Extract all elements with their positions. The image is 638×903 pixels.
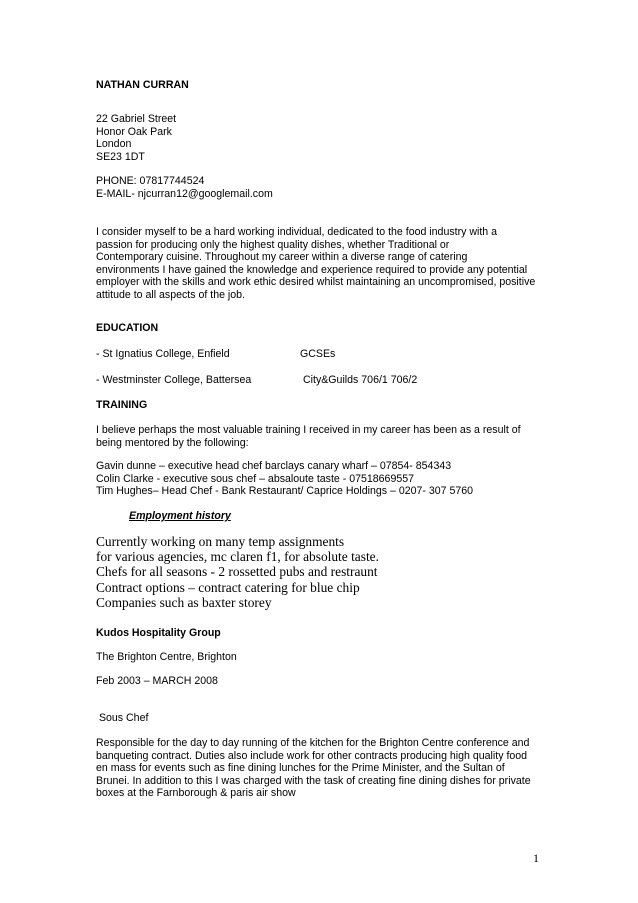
- email-text: E-MAIL- njcurran12@googlemail.com: [96, 187, 273, 200]
- training-intro-line: I believe perhaps the most valuable training I received in my career has been as a result of: [96, 424, 521, 436]
- mentor-list: [96, 460, 556, 498]
- address-block: [96, 113, 556, 163]
- training-intro-line: being mentored by the following:: [96, 436, 249, 449]
- job-role: Sous Chef: [96, 712, 149, 724]
- temp-line: for various agencies, mc claren f1, for absolute taste.: [96, 549, 379, 565]
- education-heading: EDUCATION: [96, 322, 159, 334]
- employment-heading-text: Employment history: [129, 510, 231, 522]
- address-line: SE23 1DT: [96, 150, 145, 163]
- profile-line: I consider myself to be a hard working individual, dedicated to the food industry with a: [96, 226, 498, 238]
- education-qualification: City&Guilds 706/1 706/2: [303, 374, 418, 386]
- company-name: Kudos Hospitality Group: [96, 627, 221, 639]
- mentor-item: Tim Hughes– Head Chef - Bank Restaurant/ Caprice Holdings – 0207- 307 5760: [96, 485, 474, 498]
- duty-line: Brunei. In addition to this I was charged with the task of creating fine dining dishes for private: [96, 774, 531, 787]
- temp-line: Chefs for all seasons - 2 rossetted pubs and restraunt: [96, 564, 378, 580]
- profile-paragraph: [96, 226, 556, 302]
- duty-line: Responsible for the day to day running of the kitchen for the Brighton Centre conference and: [96, 737, 530, 749]
- education-school: - Westminster College, Battersea: [96, 374, 252, 386]
- job-duties: [96, 737, 556, 800]
- temp-assignments: [96, 534, 556, 610]
- mentor-item: Colin Clarke - executive sous chef – absaloute taste - 07518669557: [96, 472, 415, 485]
- candidate-name: NATHAN CURRAN: [96, 79, 189, 91]
- education-row: [96, 348, 556, 361]
- profile-line: environments I have gained the knowledge and experience required to provide any potential: [96, 263, 528, 276]
- address-line: 22 Gabriel Street: [96, 113, 177, 125]
- address-line: Honor Oak Park: [96, 125, 172, 138]
- profile-line: passion for producing only the highest quality dishes, whether Traditional or: [96, 238, 450, 251]
- training-intro: [96, 424, 556, 449]
- page-number: 1: [533, 851, 539, 865]
- profile-line: Contemporary cuisine. Throughout my career within a diverse range of catering: [96, 251, 468, 264]
- temp-line: Currently working on many temp assignments: [96, 534, 345, 549]
- mentor-item: Gavin dunne – executive head chef barclays canary wharf – 07854- 854343: [96, 460, 452, 472]
- duty-line: boxes at the Farnborough & paris air show: [96, 787, 296, 800]
- profile-line: employer with the skills and work ethic desired whilst maintaining an uncompromised, positive: [96, 276, 536, 289]
- phone-text: PHONE: 07817744524: [96, 175, 205, 187]
- education-row: [96, 374, 556, 387]
- company-location: The Brighton Centre, Brighton: [96, 651, 237, 663]
- contact-block: [96, 175, 556, 200]
- temp-line: Companies such as baxter storey: [96, 594, 272, 610]
- temp-line: Contract options – contract catering for blue chip: [96, 579, 360, 595]
- duty-line: banqueting contract. Duties also include work for other contracts producing high quality food: [96, 749, 528, 762]
- employment-dates: Feb 2003 – MARCH 2008: [96, 675, 218, 687]
- duty-line: en mass for events such as fine dining lunches for the Prime Minister, and the Sultan of: [96, 762, 505, 775]
- education-qualification: GCSEs: [300, 348, 336, 360]
- address-line: London: [96, 138, 132, 151]
- training-heading: TRAINING: [96, 399, 148, 411]
- employment-heading: [129, 510, 589, 523]
- education-school: - St Ignatius College, Enfield: [96, 348, 230, 360]
- profile-line: attitude to all aspects of the job.: [96, 288, 245, 301]
